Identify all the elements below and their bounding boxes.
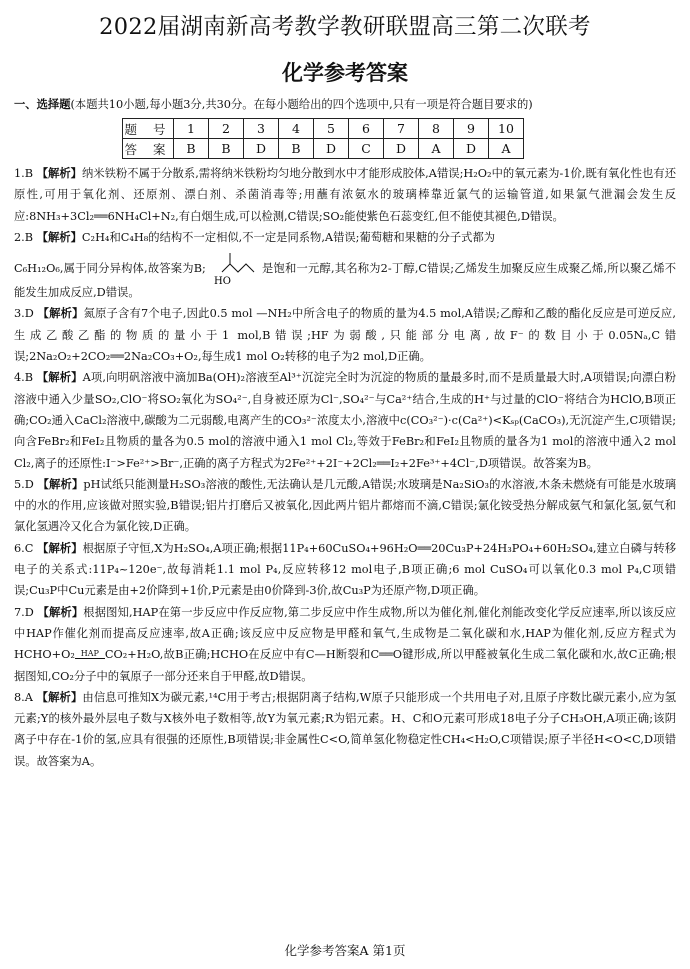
catalyst-arrow bbox=[75, 649, 105, 659]
question-number: 5 bbox=[314, 119, 349, 139]
explanation-item-5 bbox=[14, 474, 676, 538]
item-number: 4.B bbox=[14, 371, 34, 385]
answer-table-row-numbers bbox=[123, 119, 524, 139]
item-number: 8.A bbox=[14, 690, 33, 704]
item-text: C₆H₁₂O₆,属于同分异构体,故答案为B; bbox=[14, 262, 206, 276]
item-label: 【解析】 bbox=[37, 306, 84, 321]
page-footer: 化学参考答案A 第1页 bbox=[284, 943, 406, 958]
item-label: 【解析】 bbox=[36, 689, 83, 704]
item-text: pH试纸只能测量H₂SO₃溶液的酸性,无法确认是几元酸,A错误;水玻璃是Na₂SiO₃的水溶液,木条未燃烧有可能是水玻璃中的水的作用,应该做对照实验,B错误;铝片打磨后又被氧化,因此两片铝片都熔而不滴,C错误;氯化铵受热分解成氨气和氯化氢,氨气和氯化氢遇冷又化合为氯化铵,D正确。 bbox=[14, 477, 676, 534]
answer-cell: D bbox=[384, 139, 419, 159]
item-text: CO₂+H₂O,故B正确;HCHO在反应中有C—H断裂和C══O键形成,所以甲醛被氧化生成二氧化碳和水,故C正确;根据图知,CO₂分子中的氧原子一部分还来自于甲醛,故D错误。 bbox=[14, 648, 676, 683]
question-number: 10 bbox=[489, 119, 524, 139]
page-subtitle: 化学参考答案 bbox=[282, 61, 408, 85]
answer-cell: C bbox=[349, 139, 384, 159]
answer-cell: B bbox=[279, 139, 314, 159]
catalyst-label: HAP bbox=[80, 649, 99, 659]
item-text: 根据原子守恒,X为H₂SO₄,A项正确;根据11P₄+60CuSO₄+96H₂O══20Cu₃P+24H₃PO₄+60H₂SO₄,建立白磷与转移电子的关系式:11P₄~120e⁻,故每消耗1.1 mol P₄,反应转移12 mol电子,B项正确;6 mol CuSO₄可以氧化0.3 mol P₄,C项错误;Cu₃P中Cu元素是由+2价降到+1价,P元素是由0价降到-3价,故Cu₃P为还原产物,D项正确。 bbox=[14, 541, 676, 598]
explanation-item-3 bbox=[14, 303, 676, 367]
question-number: 8 bbox=[419, 119, 454, 139]
item-label: 【解析】 bbox=[36, 166, 82, 180]
answer-cell: D bbox=[314, 139, 349, 159]
answer-cell: B bbox=[209, 139, 244, 159]
explanation-item-1 bbox=[14, 163, 676, 227]
question-number: 6 bbox=[349, 119, 384, 139]
answer-cell: B bbox=[174, 139, 209, 159]
item-text: 根据图知,HAP在第一步反应中作反应物,第二步反应中作生成物,所以为催化剂,催化剂能改变化学反应速率,所以该反应中HAP作催化剂而提高反应速率,故A正确;该反应中反应物是甲醛和氧气,生成物是二氧化碳和水,HAP为催化剂,反应方程式为HCHO+O₂ bbox=[14, 605, 676, 662]
explanation-item-8 bbox=[14, 687, 676, 772]
answer-cell: A bbox=[419, 139, 454, 159]
question-number: 7 bbox=[384, 119, 419, 139]
answer-cell: D bbox=[244, 139, 279, 159]
item-text: 由信息可推知X为碳元素,¹⁴C用于考古;根据阴离子结构,W原子只能形成一个共用电子对,且原子序数比碳元素小,应为氢元素;Y的核外最外层电子数与X核外电子数相等,故Y为氧元素;R为铝元素。H、C和O元素可形成18电子分子CH₃OH,A项正确;该阴离子中存在-1价的氢,应具有很强的还原性,B项错误;非金属性C<O,简单氢化物稳定性CH₄<H₂O,C项错误;原子半径H<O<C,D项错误。故答案为A。 bbox=[14, 690, 676, 768]
answer-table-row-answers bbox=[123, 139, 524, 159]
answer-cell: A bbox=[489, 139, 524, 159]
reaction-arrow-line bbox=[75, 658, 105, 659]
item-text: C₂H₄和C₄H₈的结构不一定相似,不一定是同系物,A错误;葡萄糖和果糖的分子式都为 bbox=[81, 230, 496, 244]
item-label: 【解析】 bbox=[37, 604, 84, 619]
item-label: 【解析】 bbox=[36, 370, 83, 385]
question-number: 3 bbox=[244, 119, 279, 139]
row-label-number: 题 号 bbox=[123, 119, 174, 139]
answer-cell: D bbox=[454, 139, 489, 159]
question-number: 2 bbox=[209, 119, 244, 139]
item-number: 3.D bbox=[14, 307, 34, 321]
section-heading bbox=[14, 96, 676, 113]
explanation-item-2 bbox=[14, 227, 676, 304]
item-number: 7.D bbox=[14, 605, 34, 619]
section-title: 一、选择题 bbox=[14, 97, 71, 111]
answer-table bbox=[122, 118, 524, 159]
item-text: A项,向明矾溶液中滴加Ba(OH)₂溶液至Al³⁺沉淀完全时为沉淀的物质的量最多时,而不是质量最大时,A项错误;向漂白粉溶液中通入少量SO₂,ClO⁻将SO₂氧化为SO₄²⁻,自身被还原为Cl⁻,SO₄²⁻与Ca²⁺结合,生成的H⁺与过量的ClO⁻将结合为HClO,B项正确;CO₂通入CaCl₂溶液中,碳酸为二元弱酸,电离产生的CO₃²⁻浓度太小,溶液中c(CO₃²⁻)·c(Ca²⁺)<Kₛₚ(CaCO₃),无沉淀产生,C项错误;向含FeBr₂和FeI₂且物质的量各为0.5 mol的溶液中通入1 mol Cl₂,等效于FeBr₂和FeI₂且物质的量各为1 mol的溶液中通入2 mol Cl₂,离子的还原性:I⁻>Fe²⁺>Br⁻,正确的离子方程式为2Fe²⁺+2I⁻+2Cl₂══I₂+2Fe³⁺+4Cl⁻,D项错误。故答案为B。 bbox=[14, 371, 676, 470]
explanation-item-6 bbox=[14, 538, 676, 602]
item-label: 【解析】 bbox=[37, 476, 84, 491]
item-number: 6.C bbox=[14, 541, 34, 555]
structure-label: HO bbox=[213, 276, 231, 287]
question-number: 9 bbox=[454, 119, 489, 139]
item-number: 5.D bbox=[14, 477, 34, 491]
butanol-structure-icon bbox=[208, 248, 260, 286]
item-number: 2.B bbox=[14, 230, 34, 244]
page-title: 2022届湖南新高考教学教研联盟高三第二次联考 bbox=[99, 14, 591, 40]
item-text: 氮原子含有7个电子,因此0.5 mol —NH₂中所含电子的物质的量为4.5 mol,A错误;乙醇和乙酸的酯化反应是可逆反应,生成乙酸乙酯的物质的量小于1 mol,B错误;HF为弱酸,只能部分电离,故F⁻的数目小于0.05Nₐ,C错误;2Na₂O₂+2CO₂══2Na₂CO₃+O₂,每生成1 mol O₂转移的电子为2 mol,D正确。 bbox=[14, 307, 676, 364]
item-text: 是饱和一元醇,其名称为2-丁醇,C错误;乙烯发生加聚反应生成聚乙烯,所以聚乙烯不能发生加成反应,D错误。 bbox=[14, 262, 676, 300]
item-label: 【解析】 bbox=[36, 229, 82, 244]
question-number: 1 bbox=[174, 119, 209, 139]
row-label-answer: 答 案 bbox=[123, 139, 174, 159]
question-number: 4 bbox=[279, 119, 314, 139]
item-number: 1.B bbox=[14, 167, 34, 180]
explanation-item-4 bbox=[14, 367, 676, 473]
item-label: 【解析】 bbox=[37, 540, 83, 555]
section-desc: (本题共10小题,每小题3分,共30分。在每小题给出的四个选项中,只有一项是符合题目要求的) bbox=[70, 98, 533, 111]
item-text: 纳米铁粉不属于分散系,需将纳米铁粉均匀地分散到水中才能形成胶体,A错误;H₂O₂中的氧元素为-1价,既有氧化性也有还原性,可用于氧化剂、还原剂、漂白剂、杀菌消毒等;用蘸有浓氨水的玻璃棒靠近氯气的运输管道,如果氯气泄漏会发生反应:8NH₃+3Cl₂══6NH₄Cl+N₂,有白烟生成,可以检测,C错误;SO₂能使紫色石蕊变红,但不能使其褪色,D错误。 bbox=[14, 167, 676, 223]
explanation-item-7 bbox=[14, 602, 676, 687]
